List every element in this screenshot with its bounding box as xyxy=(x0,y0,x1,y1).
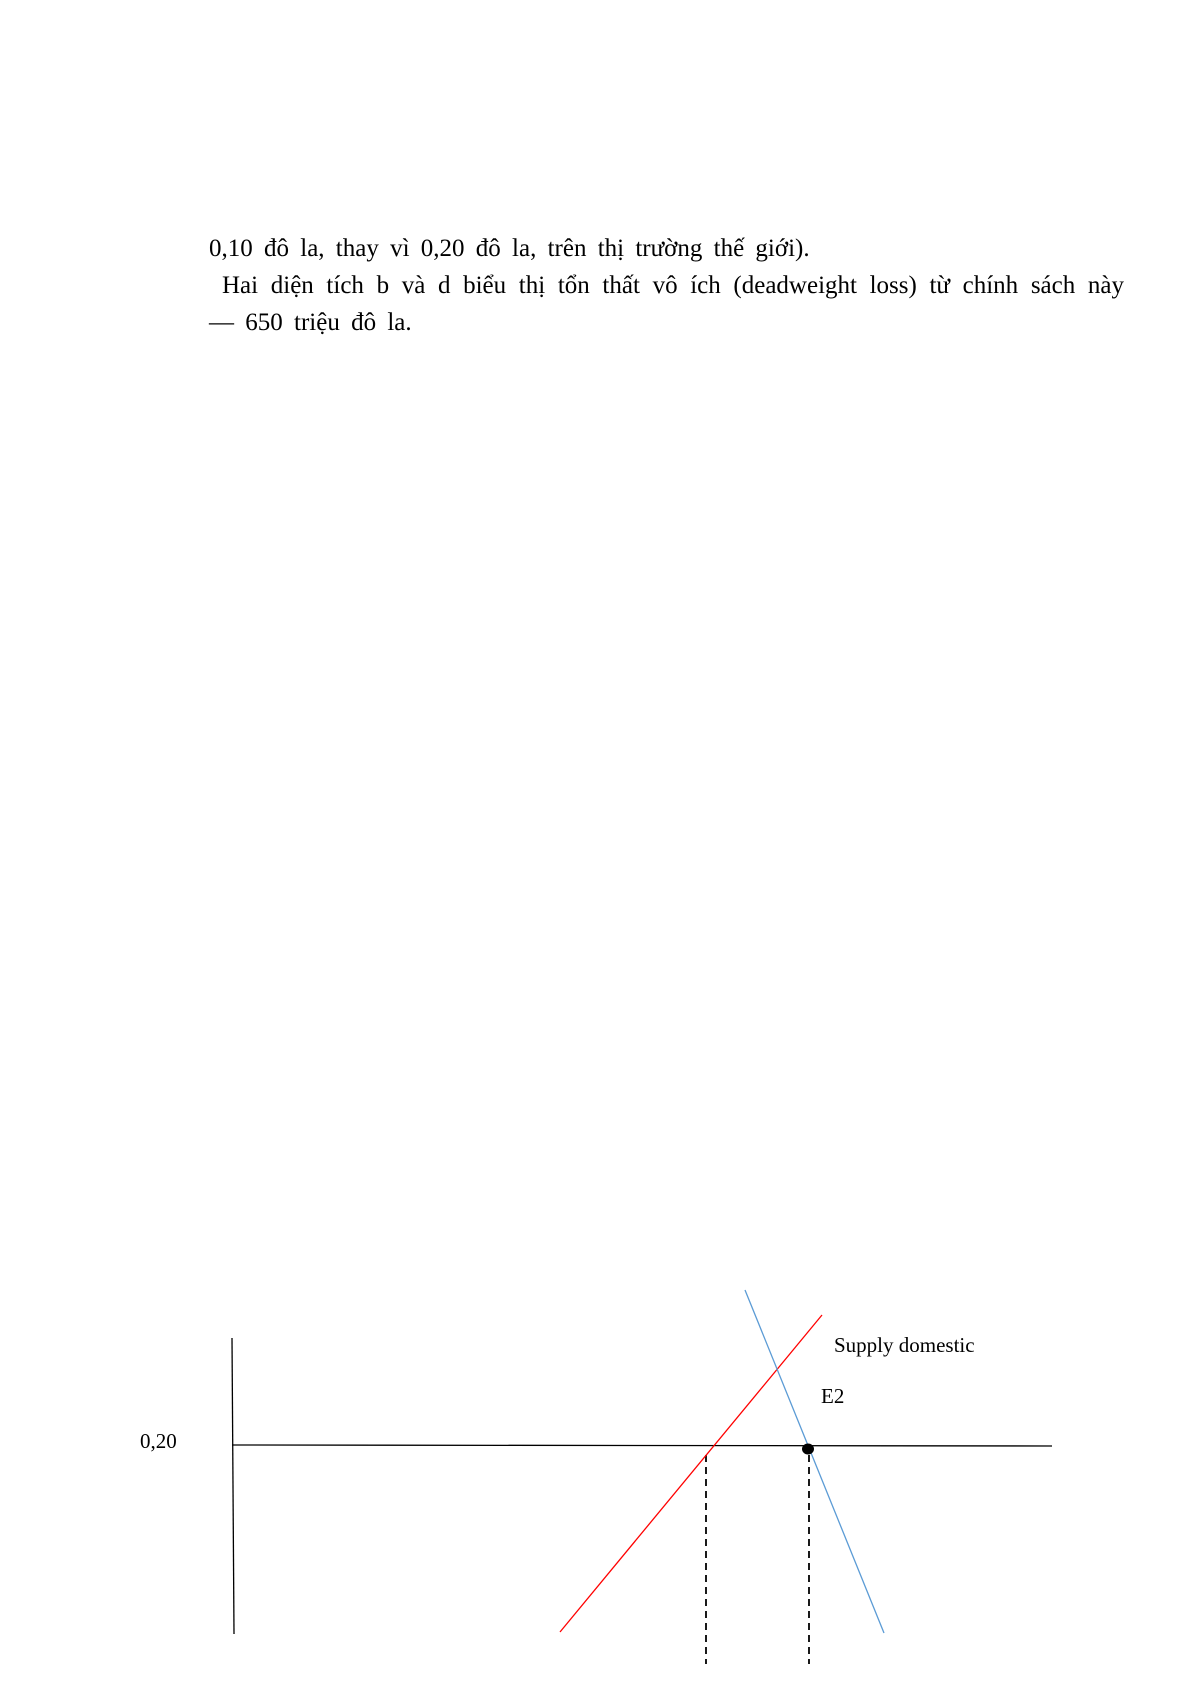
equilibrium-point xyxy=(802,1444,814,1455)
paragraph-1: 0,10 đô la, thay vì 0,20 đô la, trên thị trường thế giới). xyxy=(209,235,810,262)
y-tick-label: 0,20 xyxy=(140,1429,177,1453)
supply-curve xyxy=(560,1315,822,1632)
y-axis xyxy=(232,1338,234,1634)
paragraph-2: Hai diện tích b và d biểu thị tổn thất vô ích (deadweight loss) từ chính sách này — 650 triệu đô la. xyxy=(209,272,1124,336)
equilibrium-label: E2 xyxy=(821,1384,845,1408)
world-price-line xyxy=(232,1445,1052,1446)
supply-curve-label: Supply domestic xyxy=(834,1333,975,1357)
